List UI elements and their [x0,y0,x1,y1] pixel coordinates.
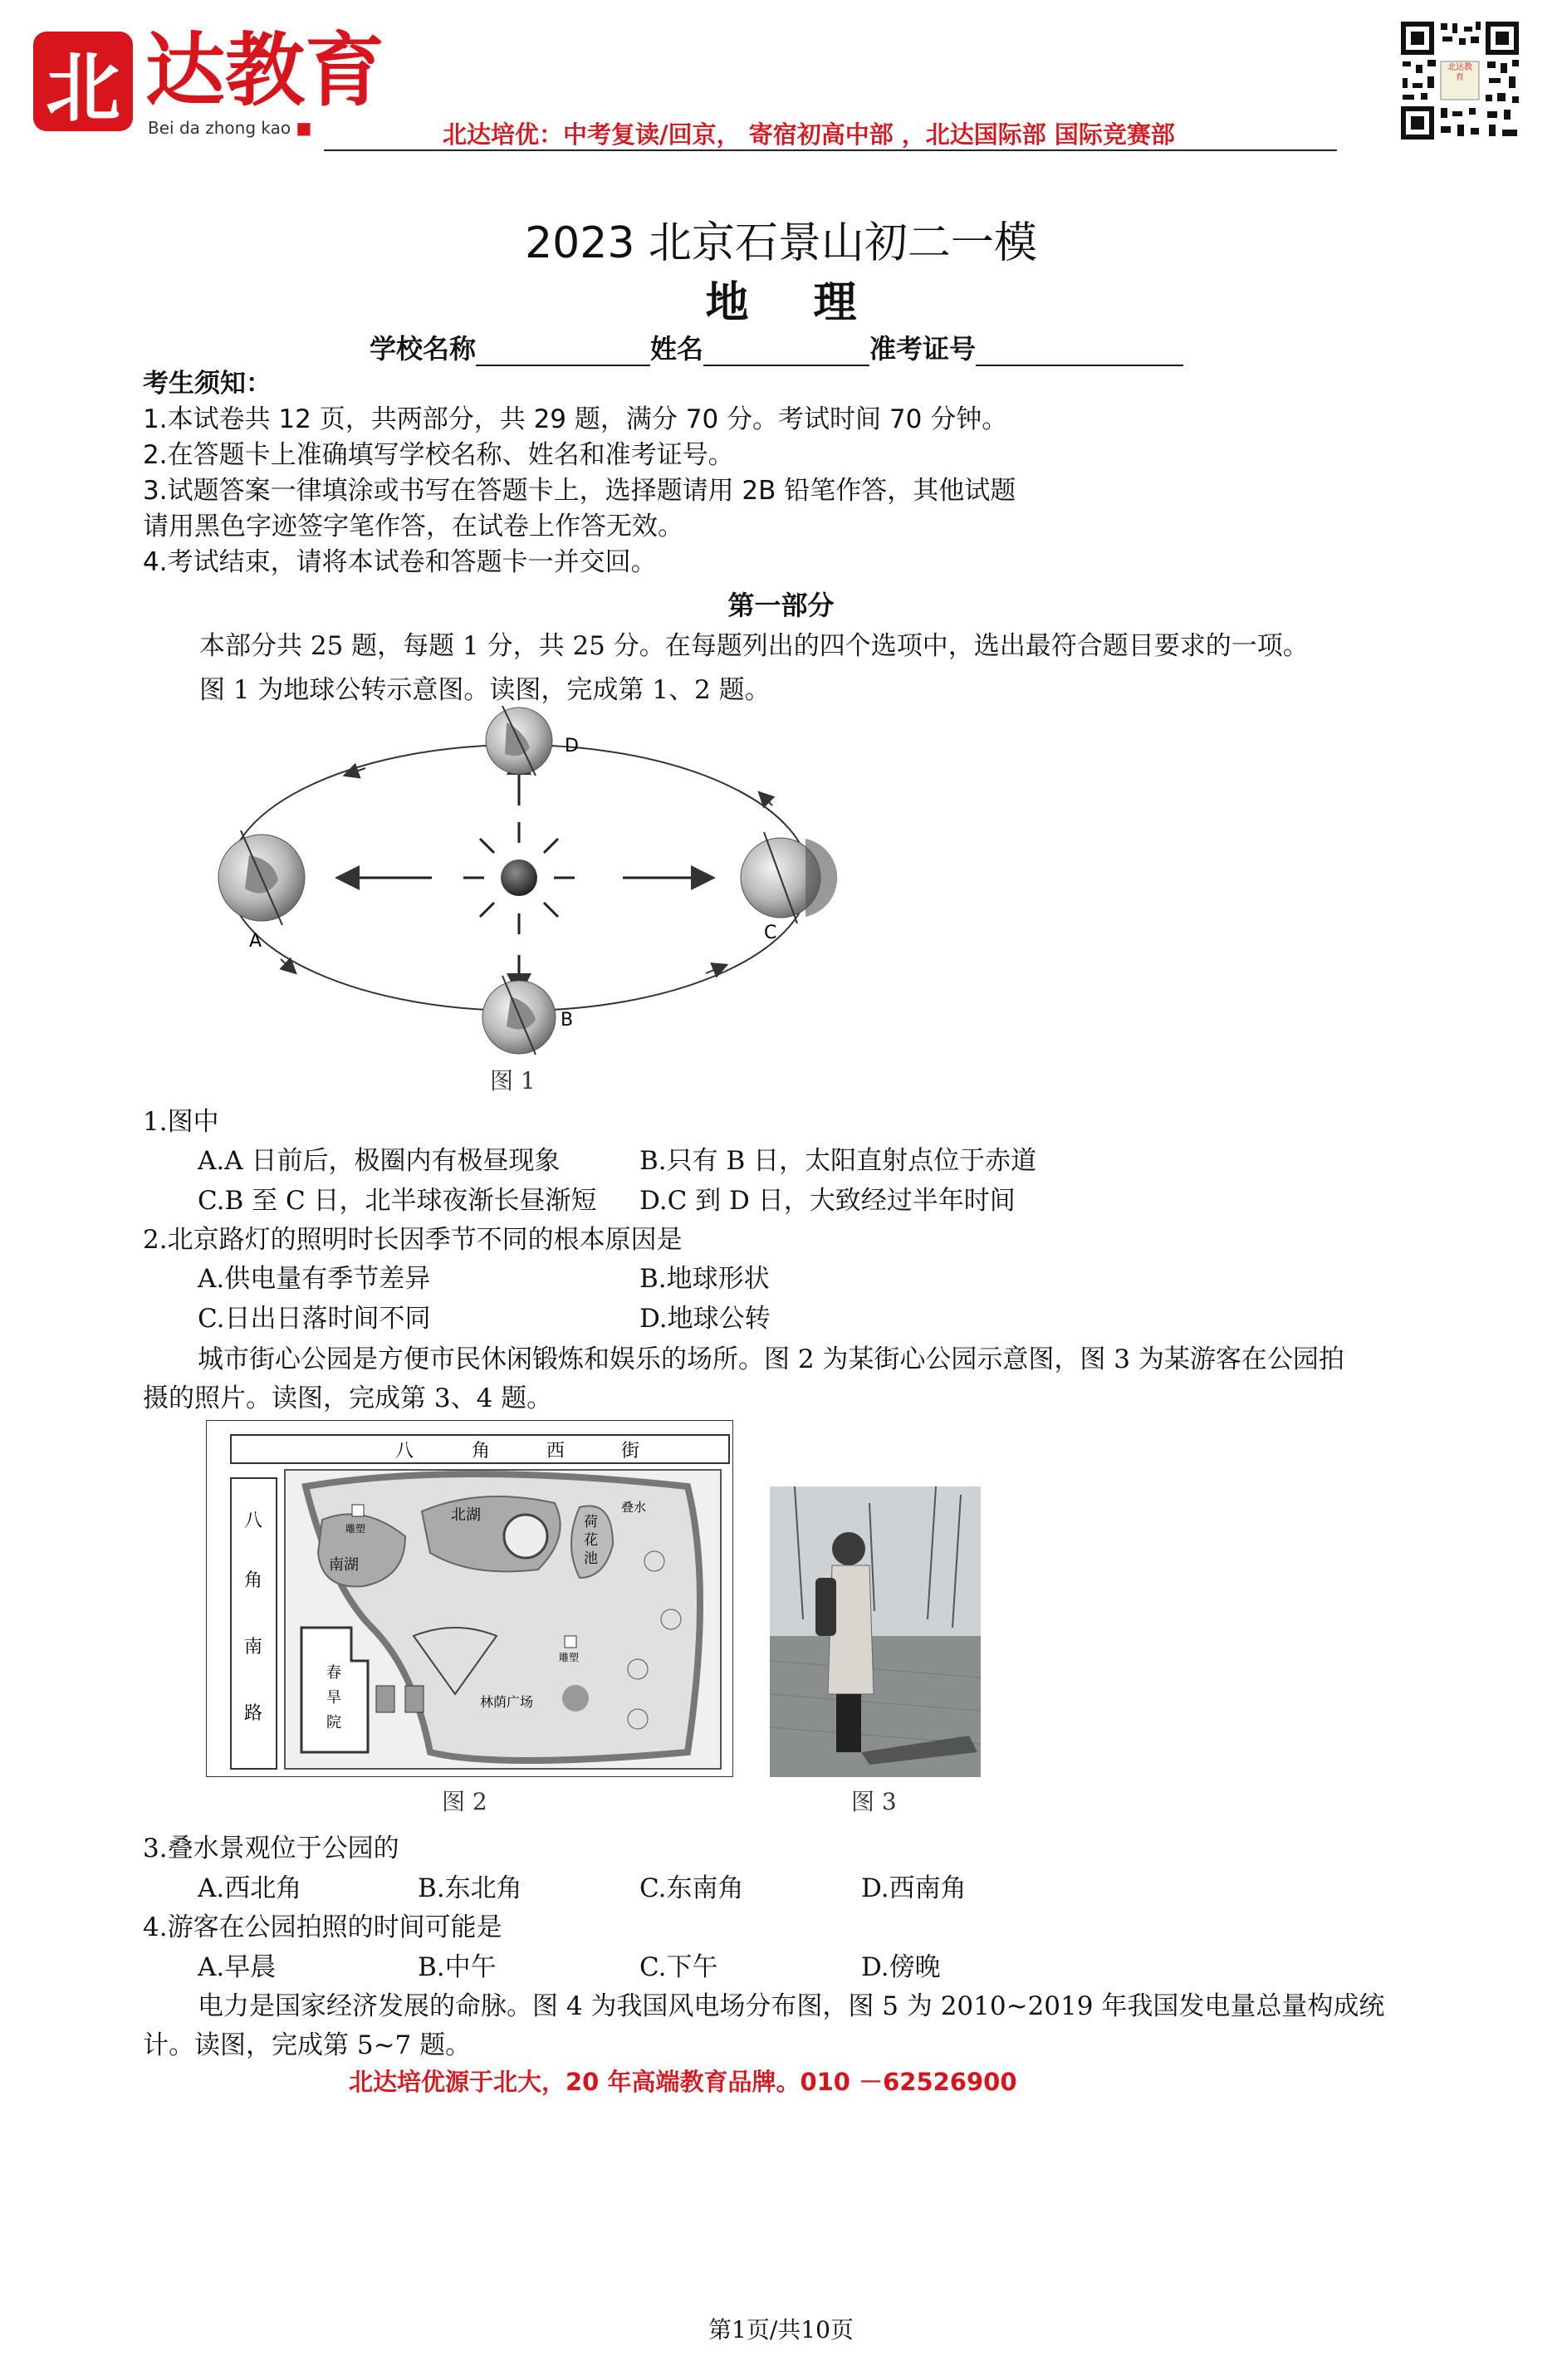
notice-item-3: 3.试题答案一律填涂或书写在答题卡上，选择题请用 2B 铅笔作答，其他试题 [143,476,1016,506]
park-intro-line2: 摄的照片。读图，完成第 3、4 题。 [143,1383,553,1413]
q2-option-b[interactable]: B.地球形状 [639,1264,770,1294]
label-d: D [565,736,579,757]
label-b: B [561,1010,574,1031]
notice-item-2: 2.在答题卡上准确填写学校名称、姓名和准考证号。 [143,440,734,470]
north-island [504,1515,547,1558]
part1-heading: 第一部分 [727,590,835,621]
chunhan-label-3: 院 [326,1714,341,1731]
q2-option-d[interactable]: D.地球公转 [639,1304,771,1334]
school-label: 学校名称 [370,333,477,365]
q3-option-b[interactable]: B.东北角 [418,1873,522,1903]
q3-option-d[interactable]: D.西南角 [861,1873,967,1903]
q3-option-c[interactable]: C.东南角 [639,1873,744,1903]
figure2-park-map [206,1420,733,1777]
header-rule [324,149,1337,151]
street-top-1: 八 [395,1441,414,1462]
round-pavilion [562,1685,589,1712]
figure1-caption: 图 1 [490,1067,536,1095]
park-intro-line1: 城市街心公园是方便市民休闲锻炼和娱乐的场所。图 2 为某街心公园示意图，图 3 为某游客在公园拍 [198,1344,1344,1374]
label-a: A [249,931,262,952]
figure1-intro: 图 1 为地球公转示意图。读图，完成第 1、2 题。 [199,675,771,705]
street-top-3: 西 [546,1441,566,1462]
street-left-2: 角 [244,1570,263,1591]
plaza-label: 林荫广场 [480,1694,534,1710]
north-lake-label: 北湖 [451,1506,481,1524]
q4-option-c[interactable]: C.下午 [639,1952,718,1982]
building-2 [405,1686,424,1712]
street-top-2: 角 [472,1441,491,1462]
lotus-label-2: 花 [584,1532,598,1549]
south-lake-label: 南湖 [329,1556,359,1574]
stack-water-label: 叠水 [621,1500,647,1515]
q2-stem: 2.北京路灯的照明时长因季节不同的根本原因是 [143,1225,683,1255]
visitor-backpack [815,1578,836,1636]
header-promo: 北达培优：中考复读/回京， 寄宿初高中部 ，北达国际部 国际竞赛部 [443,120,1175,149]
sun-body [501,859,537,896]
building-1 [376,1686,394,1712]
logo-mark: 北 [33,32,133,131]
power-intro-line1: 电力是国家经济发展的命脉。图 4 为我国风电场分布图，图 5 为 2010~2019 年我国发电量总量构成统 [198,1991,1385,2021]
q2-option-c[interactable]: C.日出日落时间不同 [198,1304,431,1334]
page-number: 第1页/共10页 [708,2316,854,2343]
exam-id-label: 准考证号 [869,333,977,365]
q1-option-a[interactable]: A.A 日前后，极圈内有极昼现象 [198,1146,561,1176]
q4-stem: 4.游客在公园拍照的时间可能是 [143,1912,502,1942]
visitor-head [832,1532,865,1565]
q1-option-b[interactable]: B.只有 B 日，太阳直射点位于赤道 [639,1146,1037,1176]
qr-center-label: 北达教育 [1447,63,1472,82]
orbit-arrow-bottom-right [706,967,722,973]
q4-option-a[interactable]: A.早晨 [198,1952,277,1982]
q4-option-b[interactable]: B.中午 [418,1952,497,1982]
globe-a [218,830,305,925]
q1-stem: 1.图中 [143,1107,219,1137]
figure3-caption: 图 3 [851,1788,897,1815]
street-left-1: 八 [244,1511,263,1531]
school-field[interactable] [476,340,650,366]
figure2-caption: 图 2 [442,1788,487,1815]
sculpture-2-label: 雕塑 [559,1652,580,1663]
exam-id-field[interactable] [976,340,1183,366]
lotus-label-1: 荷 [584,1514,598,1530]
q4-option-d[interactable]: D.傍晚 [861,1952,941,1982]
globe-c [741,832,837,923]
q1-option-c[interactable]: C.B 至 C 日，北半球夜渐长昼渐短 [198,1186,597,1216]
sculpture-1-icon [352,1505,364,1516]
power-intro-line2: 计。读图，完成第 5~7 题。 [143,2030,472,2060]
sculpture-1-label: 雕塑 [345,1523,366,1535]
chunhan-label-1: 春 [326,1664,341,1682]
street-top-4: 街 [621,1441,640,1462]
chunhan-label-2: 旱 [326,1689,341,1707]
part1-intro: 本部分共 25 题，每题 1 分，共 25 分。在每题列出的四个选项中，选出最符合题目要求的一项。 [199,631,1309,661]
brand-pinyin: Bei da zhong kao ■ [148,118,312,138]
name-field[interactable] [703,340,869,366]
notice-item-3-cont: 请用黑色字迹签字笔作答，在试卷上作答无效。 [143,512,683,541]
street-left-4: 路 [244,1703,263,1724]
q1-option-d[interactable]: D.C 到 D 日，大致经过半年时间 [639,1186,1016,1216]
footer-promo: 北达培优源于北大，20 年高端教育品牌。010 －62526900 [349,2068,1017,2096]
lotus-label-3: 池 [584,1550,598,1567]
notice-item-4: 4.考试结束，请将本试卷和答题卡一并交回。 [143,547,657,577]
visitor-legs [836,1694,861,1752]
q3-option-a[interactable]: A.西北角 [198,1873,302,1903]
subject-title: 地 理 [705,278,857,328]
globe-d [486,706,552,776]
notice-item-1: 1.本试卷共 12 页，共两部分，共 29 题，满分 70 分。考试时间 70 分钟。 [143,404,1008,434]
notice-heading: 考生须知： [143,369,272,399]
name-label: 姓名 [650,333,704,365]
figure3-photo [770,1486,981,1777]
q2-option-a[interactable]: A.供电量有季节差异 [198,1264,431,1294]
brand-name: 达教育 [145,23,384,117]
street-left-3: 南 [244,1637,263,1658]
q3-stem: 3.叠水景观位于公园的 [143,1834,399,1863]
exam-title: 2023 北京石景山初二一模 [525,218,1037,268]
sculpture-2-icon [565,1636,576,1648]
figure1-orbit-diagram [191,706,855,1055]
orbit-arrow-top-right [762,796,772,806]
label-c: C [764,923,777,943]
student-info-line [370,328,1183,366]
globe-b [482,976,556,1055]
